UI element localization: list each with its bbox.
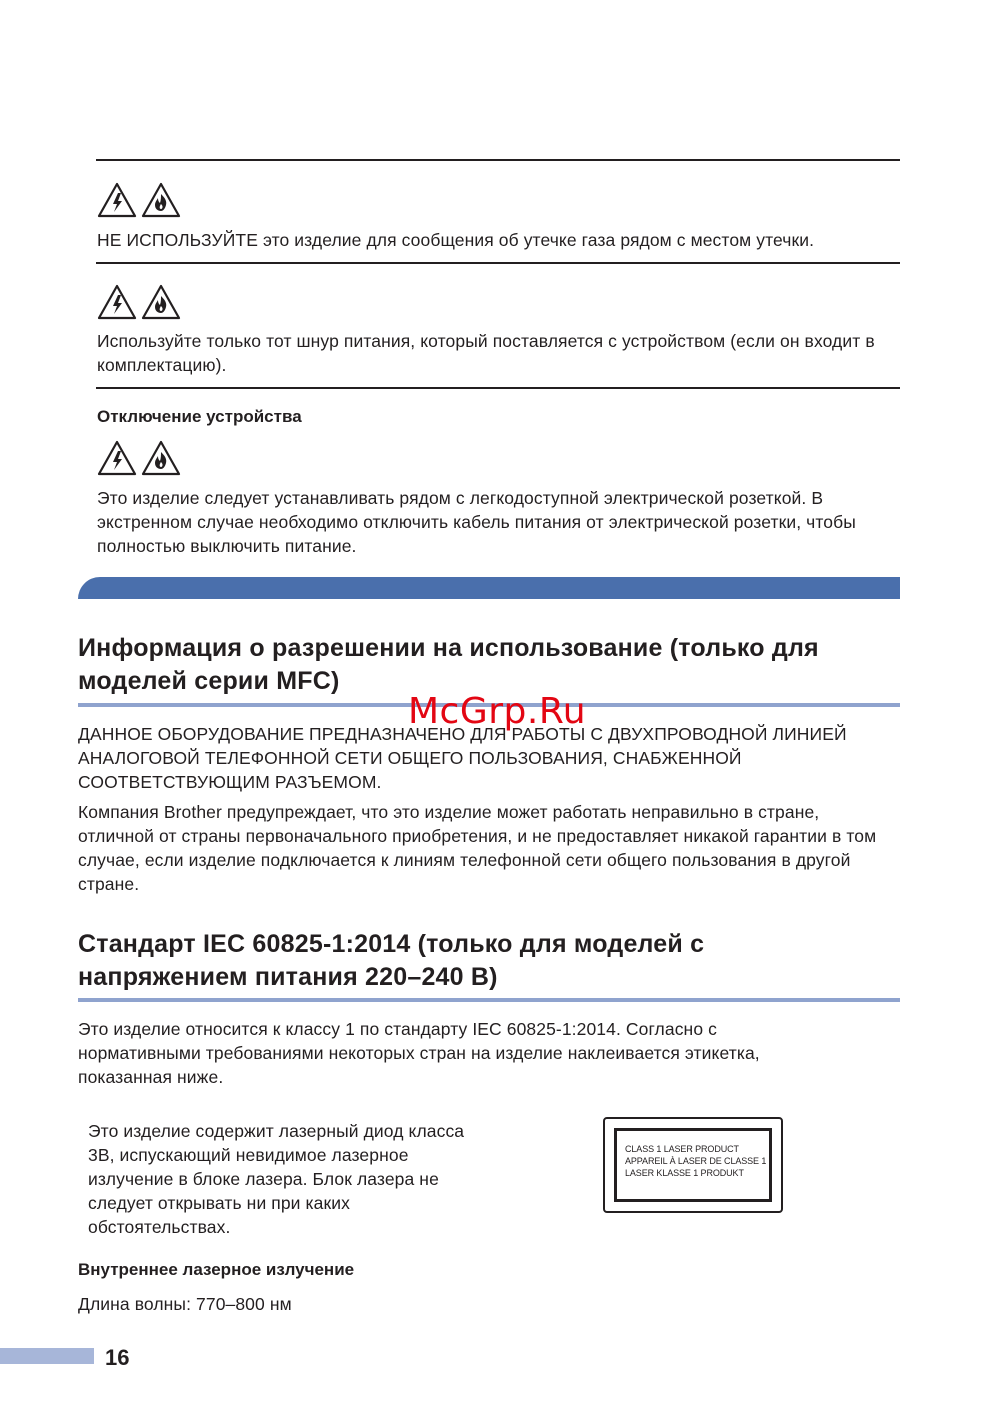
- iec-class-text: Это изделие относится к классу 1 по стандарту IEC 60825-1:2014. Согласно с нормативными требованиями некоторых стран на изделие наклеивается этикетка, показанная ниже.: [78, 1019, 760, 1087]
- section-banner: [78, 577, 900, 599]
- fire-hazard-warning-icon: [141, 284, 181, 320]
- warning-icons-1: [97, 182, 181, 218]
- warning-text-disconnect: Это изделие следует устанавливать рядом с легкодоступной электрической розеткой. В экстренном случае необходимо отключить кабель питания от электрической розетки, чтобы полностью выключить питание.: [97, 488, 856, 556]
- fire-hazard-warning-icon: [141, 182, 181, 218]
- mfc-notice-caps: ДАННОЕ ОБОРУДОВАНИЕ ПРЕДНАЗНАЧЕНО ДЛЯ РАБОТЫ С ДВУХПРОВОДНОЙ ЛИНИЕЙ АНАЛОГОВОЙ ТЕЛЕФОННОЙ СЕТИ ОБЩЕГО ПОЛЬЗОВАНИЯ, СНАБЖЕННОЙ СООТВЕТСТВУЮЩИМ РАЗЪЕМОМ.: [78, 724, 847, 792]
- warning-icons-2: [97, 284, 181, 320]
- section-title-iec: Стандарт IEC 60825-1:2014 (только для моделей с напряжением питания 220–240 В): [78, 930, 705, 991]
- page-number-bar: [0, 1348, 94, 1364]
- electric-shock-warning-icon: [97, 182, 137, 218]
- divider-3: [96, 387, 900, 389]
- label-line: CLASS 1 LASER PRODUCT: [625, 1144, 739, 1154]
- disconnect-heading: Отключение устройства: [97, 407, 302, 426]
- warning-icons-3: [97, 440, 181, 476]
- electric-shock-warning-icon: [97, 284, 137, 320]
- wavelength-text: Длина волны: 770–800 нм: [78, 1294, 292, 1314]
- internal-laser-heading: Внутреннее лазерное излучение: [78, 1260, 355, 1279]
- divider-2: [96, 262, 900, 264]
- laser-diode-text: Это изделие содержит лазерный диод класса 3B, испускающий невидимое лазерное излучение в блоке лазера. Блок лазера не следует открывать ни при каких обстоятельствах.: [88, 1121, 465, 1237]
- laser-class-label-inner: [614, 1128, 772, 1202]
- top-divider: [96, 159, 900, 161]
- warning-text-gas-leak: НЕ ИСПОЛЬЗУЙТЕ это изделие для сообщения об утечке газа рядом с местом утечки.: [97, 230, 815, 250]
- electric-shock-warning-icon: [97, 440, 137, 476]
- section-title-mfc: Информация о разрешении на использование (только для моделей серии MFC): [78, 634, 819, 695]
- fire-hazard-warning-icon: [141, 440, 181, 476]
- laser-class-label: [603, 1117, 783, 1213]
- label-line: LASER KLASSE 1 PRODUKT: [625, 1168, 744, 1178]
- page-number: 16: [105, 1345, 130, 1370]
- warning-text-power-cord: Используйте только тот шнур питания, который поставляется с устройством (если он входит в комплектацию).: [97, 331, 875, 375]
- watermark: McGrp.Ru: [408, 691, 587, 732]
- label-line: APPAREIL À LASER DE CLASSE 1: [625, 1156, 767, 1166]
- mfc-brother-warning: Компания Brother предупреждает, что это изделие может работать неправильно в стране, отличной от страны первоначального приобретения, и не предоставляет никакой гарантии в том случае, если изделие подключается к линиям телефонной сети общего пользования в другой стране.: [78, 802, 877, 894]
- section-title-underline: [78, 998, 900, 1002]
